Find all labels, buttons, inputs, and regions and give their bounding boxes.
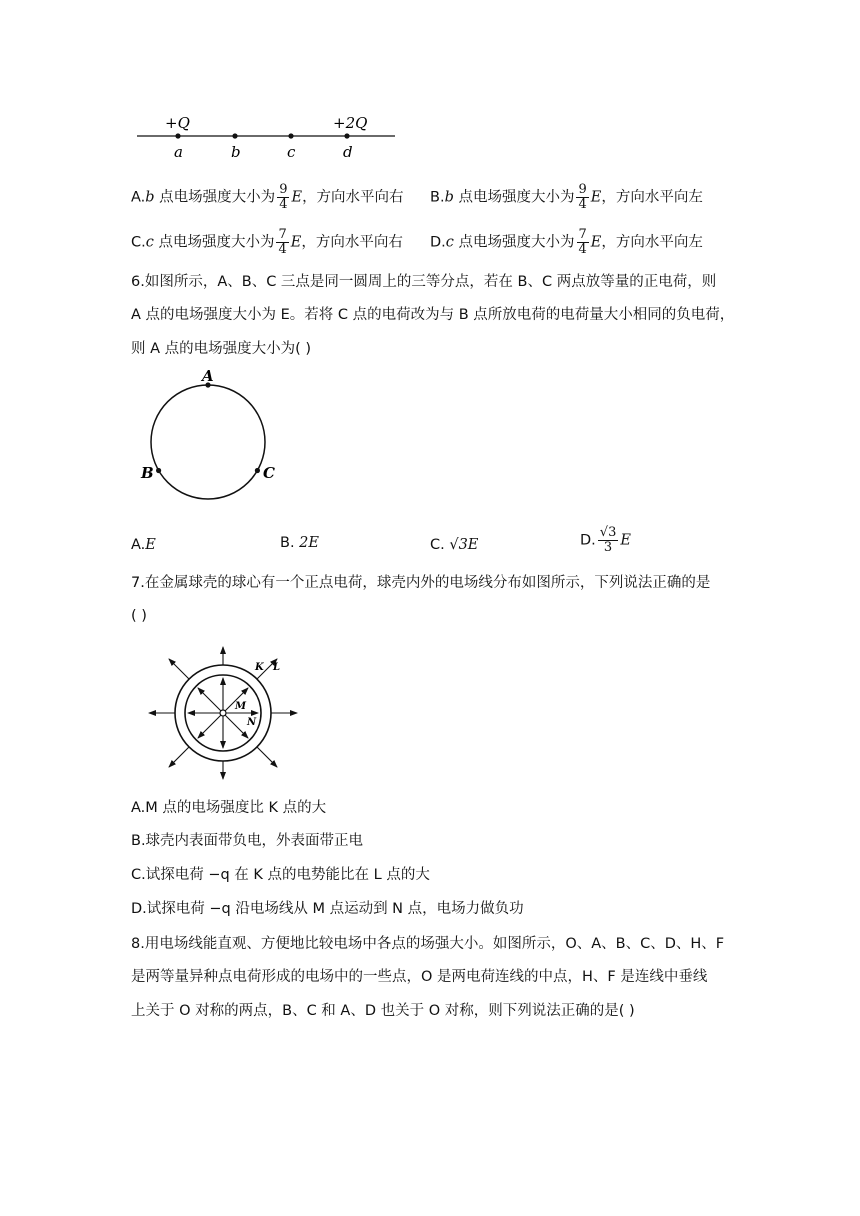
label-k: K: [255, 662, 264, 673]
q6-option-c[interactable]: C. √3E: [430, 537, 479, 553]
q6-figure-circle: [135, 370, 285, 510]
point-c-dot: [288, 133, 293, 138]
q7-option-b[interactable]: B.球壳内表面带负电，外表面带正电: [131, 833, 364, 849]
point-d-label: d: [343, 143, 353, 161]
point-c-label: c: [287, 143, 296, 161]
q6-option-b[interactable]: B. 2E: [280, 535, 319, 551]
label-m: M: [235, 701, 247, 712]
point-d-dot: [344, 133, 349, 138]
q5-option-c[interactable]: C.c 点电场强度大小为 $\frac{7}{4}$ E，方向水平向右: [131, 227, 403, 257]
q7-option-c[interactable]: C.试探电荷 −q 在 K 点的电势能比在 L 点的大: [131, 867, 430, 883]
center-charge: [220, 710, 226, 716]
point-a-label: a: [174, 143, 183, 161]
fraction: $\frac{7}{4}$: [278, 227, 287, 257]
q7-stem-line1: 7.在金属球壳的球心有一个正点电荷，球壳内外的电场线分布如图所示，下列说法正确的是: [131, 575, 711, 591]
charge-d-label: +2Q: [333, 114, 368, 132]
q6-stem-line3: 则 A 点的电场强度大小为( ): [131, 341, 312, 357]
q6-option-a[interactable]: A.E: [131, 537, 156, 553]
point-b-dot: [156, 468, 161, 473]
point-a-dot: [175, 133, 180, 138]
point-c-dot: [255, 468, 260, 473]
circle: [151, 385, 265, 499]
q6-stem-line1: 6.如图所示，A、B、C 三点是同一圆周上的三等分点，若在 B、C 两点放等量的正电荷，则: [131, 274, 717, 290]
q8-stem-line2: 是两等量异种点电荷形成的电场中的一些点，O 是两电荷连线的中点，H、F 是连线中垂线: [131, 969, 708, 985]
q5-option-d[interactable]: D.c 点电场强度大小为 $\frac{7}{4}$ E，方向水平向左: [430, 227, 703, 257]
q7-option-a[interactable]: A.M 点的电场强度比 K 点的大: [131, 800, 327, 816]
fraction: $\frac{√3}{3}$: [599, 525, 617, 555]
fraction: $\frac{7}{4}$: [578, 227, 587, 257]
q7-stem-line2: ( ): [131, 608, 147, 624]
label-n: N: [247, 717, 257, 728]
q7-figure-metal-shell: [143, 645, 303, 785]
fraction: $\frac{9}{4}$: [279, 182, 288, 212]
q5-figure-line-charges: [130, 110, 410, 165]
q7-option-d[interactable]: D.试探电荷 −q 沿电场线从 M 点运动到 N 点，电场力做负功: [131, 901, 524, 917]
point-b-label: b: [231, 143, 241, 161]
q6-option-d[interactable]: D. $\frac{√3}{3}$ E: [580, 525, 631, 555]
q8-stem-line3: 上关于 O 对称的两点，B、C 和 A、D 也关于 O 对称，则下列说法正确的是( ): [131, 1003, 635, 1019]
q5-option-b[interactable]: B.b 点电场强度大小为 $\frac{9}{4}$ E，方向水平向左: [430, 182, 703, 212]
label-c: C: [263, 464, 275, 482]
q6-stem-line2: A 点的电场强度大小为 E。若将 C 点的电荷改为与 B 点所放电荷的电荷量大小相同的负电荷，: [131, 307, 735, 323]
label-b: B: [141, 464, 154, 482]
q8-stem-line1: 8.用电场线能直观、方便地比较电场中各点的场强大小。如图所示，O、A、B、C、D、H、F: [131, 936, 725, 952]
charge-a-label: +Q: [165, 114, 190, 132]
label-a: A: [202, 370, 214, 385]
q5-option-a[interactable]: A.b 点电场强度大小为 $\frac{9}{4}$ E，方向水平向右: [131, 182, 404, 212]
label-l: L: [273, 662, 281, 673]
fraction: $\frac{9}{4}$: [578, 182, 587, 212]
point-b-dot: [232, 133, 237, 138]
